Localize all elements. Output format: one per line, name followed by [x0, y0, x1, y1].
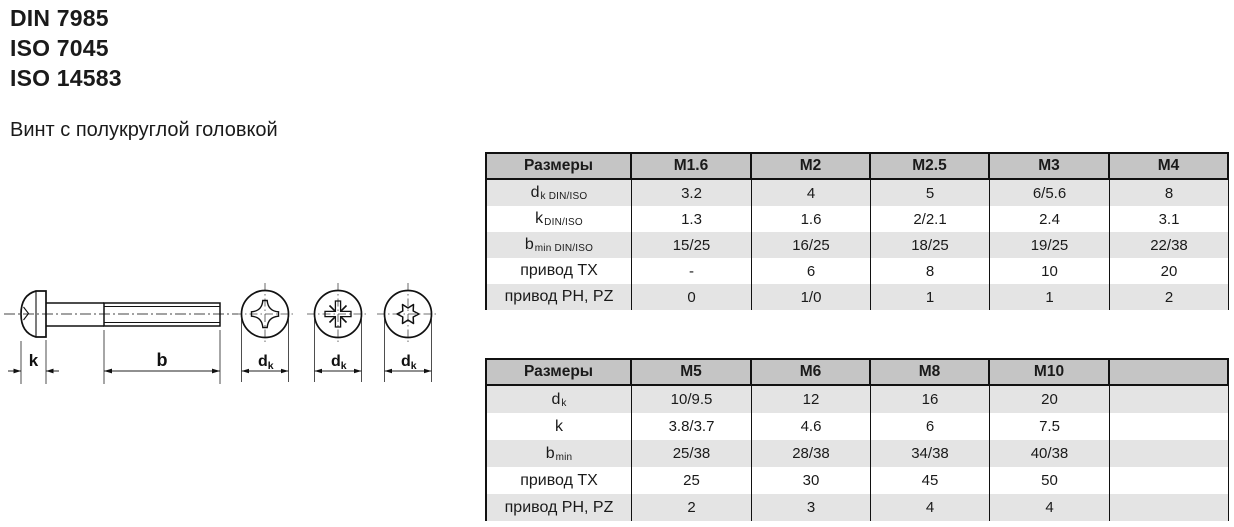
cell-value: 1	[990, 284, 1110, 310]
dim-arrow-right	[424, 369, 432, 374]
cell-value: 1	[871, 284, 990, 310]
screw-technical-drawing	[0, 268, 472, 402]
cell-value: 3	[752, 494, 871, 521]
dim-k-arrow-right	[46, 369, 54, 374]
column-header: M6	[752, 358, 871, 386]
column-header: M10	[990, 358, 1110, 386]
row-label	[487, 413, 632, 440]
cell-value: 25	[632, 467, 752, 494]
column-header: M2	[752, 152, 871, 180]
column-header-sizes: Размеры	[487, 358, 632, 386]
row-label	[487, 284, 632, 310]
crosshair	[234, 283, 296, 345]
cell-value: 2.4	[990, 206, 1110, 232]
cell-value: 3.1	[1110, 206, 1229, 232]
cell-value: 34/38	[871, 440, 990, 467]
screw-side-view	[4, 291, 238, 384]
cell-value: 16/25	[752, 232, 871, 258]
dim-label-dk: dk	[401, 353, 417, 372]
cell-value: 10	[990, 258, 1110, 284]
cell-value	[1110, 440, 1229, 467]
cell-value: 2/2.1	[871, 206, 990, 232]
cell-value: 50	[990, 467, 1110, 494]
dim-arrow-left	[315, 369, 323, 374]
cell-value: 6/5.6	[990, 180, 1110, 206]
standards-title-block	[10, 3, 122, 93]
column-header: M8	[871, 358, 990, 386]
column-header: M2.5	[871, 152, 990, 180]
cell-value: 45	[871, 467, 990, 494]
cell-value	[1110, 413, 1229, 440]
dim-k-arrow-left	[14, 369, 22, 374]
cell-value: 8	[1110, 180, 1229, 206]
column-header	[1110, 358, 1229, 386]
dim-b-arrow-left	[104, 369, 112, 374]
row-label-main: k	[555, 417, 563, 435]
cell-value: 6	[871, 413, 990, 440]
cell-value: 0	[632, 284, 752, 310]
row-label-main: d	[530, 184, 540, 201]
cell-value	[1110, 386, 1229, 413]
cell-value: 3.8/3.7	[632, 413, 752, 440]
dim-label-k: k	[28, 351, 39, 370]
cell-value: 4	[990, 494, 1110, 521]
cell-value: 8	[871, 258, 990, 284]
cell-value: 19/25	[990, 232, 1110, 258]
row-label-main: привод PH, PZ	[504, 288, 614, 305]
cell-value: 1.6	[752, 206, 871, 232]
crosshair	[377, 283, 439, 345]
row-label-main: d	[551, 390, 561, 408]
cell-value: 16	[871, 386, 990, 413]
column-header: M5	[632, 358, 752, 386]
cell-value: 15/25	[632, 232, 752, 258]
torx-head-view	[377, 283, 439, 382]
thread-root-lines	[104, 307, 220, 323]
pozidriv-head-view	[307, 283, 369, 382]
phillips-head-view	[234, 283, 296, 382]
row-label-subscript: k	[561, 398, 567, 409]
cell-value: 22/38	[1110, 232, 1229, 258]
dim-arrow-right	[281, 369, 289, 374]
row-label-main: b	[545, 444, 555, 462]
standard-iso-14583: ISO 14583	[10, 65, 122, 91]
row-label-main: привод TX	[520, 471, 598, 489]
row-label-subscript: DIN/ISO	[544, 217, 583, 228]
cell-value: 12	[752, 386, 871, 413]
product-subtitle: Винт с полукруглой головкой	[10, 119, 278, 141]
row-label	[487, 232, 632, 258]
standard-iso-7045: ISO 7045	[10, 35, 109, 61]
cell-value: 4	[871, 494, 990, 521]
crosshair	[307, 283, 369, 345]
cell-value: 1/0	[752, 284, 871, 310]
row-label	[487, 467, 632, 494]
column-header: M3	[990, 152, 1110, 180]
column-header-sizes: Размеры	[487, 152, 632, 180]
dimensions-table-m5-m10	[485, 358, 1229, 521]
cell-value: 28/38	[752, 440, 871, 467]
extension-lines	[21, 330, 220, 384]
cell-value: 10/9.5	[632, 386, 752, 413]
cell-value: 40/38	[990, 440, 1110, 467]
recess-side-mark	[24, 307, 29, 320]
row-label	[487, 440, 632, 467]
cell-value	[1110, 467, 1229, 494]
dim-arrow-left	[385, 369, 393, 374]
shank-lines	[46, 303, 104, 326]
row-label-main: b	[524, 236, 534, 253]
row-label	[487, 258, 632, 284]
dim-label-dk: dk	[331, 353, 347, 372]
row-label-subscript: k DIN/ISO	[540, 191, 588, 202]
cell-value: 7.5	[990, 413, 1110, 440]
cell-value: 25/38	[632, 440, 752, 467]
dim-arrow-right	[354, 369, 362, 374]
row-label-main: привод TX	[520, 262, 598, 279]
cell-value: 20	[1110, 258, 1229, 284]
standard-din: DIN 7985	[10, 5, 109, 31]
cell-value: 18/25	[871, 232, 990, 258]
cell-value	[1110, 494, 1229, 521]
dimensions-table-m1_6-m4	[485, 152, 1229, 310]
column-header: M1.6	[632, 152, 752, 180]
cell-value: 4.6	[752, 413, 871, 440]
row-label	[487, 180, 632, 206]
cell-value: 6	[752, 258, 871, 284]
column-header: M4	[1110, 152, 1229, 180]
dim-arrow-left	[242, 369, 250, 374]
cell-value: 3.2	[632, 180, 752, 206]
row-label-subscript: min	[555, 452, 573, 463]
row-label	[487, 206, 632, 232]
row-label-subscript: min DIN/ISO	[534, 243, 594, 254]
cell-value: 30	[752, 467, 871, 494]
dim-label-dk: dk	[258, 353, 274, 372]
row-label-main: k	[535, 210, 544, 227]
cell-value: -	[632, 258, 752, 284]
cell-value: 20	[990, 386, 1110, 413]
dim-label-b: b	[156, 350, 168, 370]
cell-value: 2	[1110, 284, 1229, 310]
cell-value: 5	[871, 180, 990, 206]
cell-value: 1.3	[632, 206, 752, 232]
row-label	[487, 386, 632, 413]
dim-b-arrow-right	[212, 369, 220, 374]
row-label	[487, 494, 632, 521]
row-label-main: привод PH, PZ	[504, 498, 614, 516]
cell-value: 2	[632, 494, 752, 521]
cell-value: 4	[752, 180, 871, 206]
